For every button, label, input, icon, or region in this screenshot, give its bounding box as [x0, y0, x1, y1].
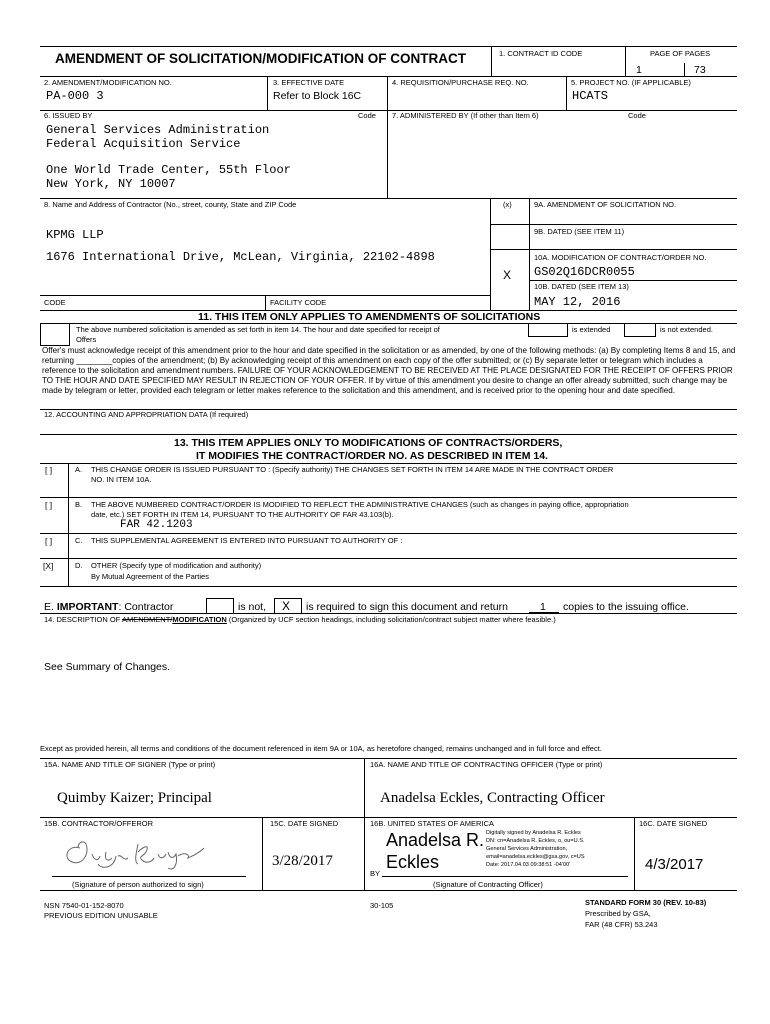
description-body: See Summary of Changes.: [44, 661, 171, 673]
field14-prefix: 14. DESCRIPTION OF: [44, 615, 122, 624]
important-x: X: [282, 599, 291, 613]
field8-label: 8. Name and Address of Contractor (No., street, county, State and ZIP Code: [44, 200, 297, 209]
digital-signature-line-3: General Services Administration,: [486, 846, 568, 852]
field14-strike: AMENDMENT/: [121, 615, 173, 624]
field15a-label: 15A. NAME AND TITLE OF SIGNER (Type or print): [44, 760, 216, 769]
issuer-line-5: New York, NY 10007: [46, 177, 176, 191]
row-d-letter: D.: [75, 561, 83, 570]
contractor-date-signed: 3/28/2017: [272, 853, 333, 869]
field6-code-label: Code: [358, 111, 376, 120]
field7-label: 7. ADMINISTERED BY (If other than Item 6): [392, 111, 539, 120]
page-total: 73: [694, 64, 706, 76]
field16a-label: 16A. NAME AND TITLE OF CONTRACTING OFFICER (Type or print): [370, 760, 603, 769]
important-label: IMPORTANT: [56, 601, 119, 613]
issuer-line-4: One World Trade Center, 55th Floor: [46, 163, 291, 177]
by-label: BY: [370, 869, 381, 878]
field12-label: 12. ACCOUNTING AND APPROPRIATION DATA (If required): [44, 410, 249, 419]
footer-center-code: 30-105: [370, 901, 394, 910]
not-extended-checkbox[interactable]: [624, 323, 656, 337]
field10a-mark: X: [503, 268, 512, 282]
section11-instructions: Offer's must acknowledge receipt of this amendment prior to the hour and date specified in the solicitation or as amended, by one of the following methods: (a) By completing Items 8 and 15, and returning ________copies of the amendment; (b) By acknowledging receipt of this amendment on each copy of the offer submitted; or (c) By separate letter or telegram which includes a reference to the solicitation and amendment numbers. FAILURE OF YOUR ACKNOWLEDGEMENT TO BE RECEIVED AT THE PLACE DESIGNATED FOR THE RECEIPT OF OFFERS PRIOR TO THE HOUR AND DATE SPECIFIED MAY RESULT IN REJECTION OF YOUR OFFER. If by virtue of this amendment you desire to change an offer already submitted, such change may be made by telegram or letter, provided each telegram or letter makes reference to the solicitation and this amendment, and is received prior to the opening hour and date specified.: [42, 346, 736, 396]
except-text: Except as provided herein, all terms and conditions of the document referenced in item 9A or 10A, as heretofore changed, remains unchanged and in full force and effect.: [40, 744, 602, 753]
important-line: [44, 601, 173, 613]
extended-label: is extended: [572, 325, 611, 334]
field10a-label: 10A. MODIFICATION OF CONTRACT/ORDER NO.: [534, 253, 707, 262]
field10b-label: 10B. DATED (SEE ITEM 13): [534, 282, 629, 291]
code-cell-label: CODE: [44, 298, 66, 307]
contract-order-number: GS02Q16DCR0055: [534, 265, 635, 279]
section11-title: 11. THIS ITEM ONLY APPLIES TO AMENDMENTS OF SOLICITATIONS: [198, 311, 541, 323]
digital-signature-name-2: Eckles: [386, 852, 440, 872]
important-isnot: is not,: [238, 601, 267, 613]
row-b-mark[interactable]: [ ]: [45, 500, 53, 510]
officer-date-signed: 4/3/2017: [645, 856, 704, 873]
contract-id-code-label: 1. CONTRACT ID CODE: [499, 49, 583, 58]
field15c-label: 15C. DATE SIGNED: [270, 819, 339, 828]
contract-order-date: MAY 12, 2016: [534, 295, 621, 309]
important-tail: copies to the issuing office.: [563, 601, 689, 613]
field9b-label: 9B. DATED (SEE ITEM 11): [534, 227, 625, 236]
section11-checkbox[interactable]: [40, 323, 70, 346]
footer-previous-edition: PREVIOUS EDITION UNUSABLE: [44, 911, 158, 920]
facility-code-label: FACILITY CODE: [270, 298, 327, 307]
field14-modification: MODIFICATION: [172, 615, 227, 624]
contracting-officer-name-title: Anadelsa Eckles, Contracting Officer: [380, 790, 605, 806]
field6-label: 6. ISSUED BY: [44, 111, 93, 120]
field4-label: 4. REQUISITION/PURCHASE REQ. NO.: [392, 78, 529, 87]
footer-standard-form: STANDARD FORM 30 (REV. 10-83): [585, 898, 707, 907]
footer-nsn: NSN 7540-01-152-8070: [44, 901, 124, 910]
issuer-line-1: General Services Administration: [46, 123, 270, 137]
important-required-text: is required to sign this document and return: [306, 601, 508, 613]
page-of-pages-label: PAGE OF PAGES: [650, 49, 711, 58]
row-b-letter: B.: [75, 500, 83, 509]
field5-label: 5. PROJECT NO. (IF APPLICABLE): [571, 78, 691, 87]
field14-label: [44, 615, 556, 624]
section11-line1: The above numbered solicitation is amended as set forth in item 14. The hour and date specified for receipt of: [76, 325, 440, 334]
issuer-line-2: Federal Acquisition Service: [46, 137, 241, 151]
row-c-text: THIS SUPPLEMENTAL AGREEMENT IS ENTERED INTO PURSUANT TO AUTHORITY OF :: [91, 536, 403, 545]
row-b-text: THE ABOVE NUMBERED CONTRACT/ORDER IS MODIFIED TO REFLECT THE ADMINISTRATIVE CHANGES (such as changes in paying office, appropriation: [91, 500, 629, 509]
digital-signature-line-2: DN: cn=Anadelsa R. Eckles, o, ou=U.S.: [486, 838, 585, 844]
row-c-mark[interactable]: [ ]: [45, 536, 53, 546]
field14-suffix: (Organized by UCF section headings, including solicitation/contract subject matter where feasible.): [226, 615, 556, 624]
field9a-label: 9A. AMENDMENT OF SOLICITATION NO.: [534, 200, 677, 209]
row-a-text: THIS CHANGE ORDER IS ISSUED PURSUANT TO : (Specify authority) THE CHANGES SET FORTH IN ITEM 14 ARE MADE IN THE CONTRACT ORDER: [91, 465, 614, 474]
contractor-signature-caption: (Signature of person authorized to sign): [72, 880, 204, 889]
row-a-letter: A.: [75, 465, 83, 474]
section11-line2: Offers: [76, 335, 97, 344]
x-column-label: (x): [503, 200, 512, 209]
field16c-label: 16C. DATE SIGNED: [639, 819, 708, 828]
field2-label: 2. AMENDMENT/MODIFICATION NO.: [44, 78, 172, 87]
project-number: HCATS: [572, 89, 609, 103]
section13-title-2: IT MODIFIES THE CONTRACT/ORDER NO. AS DESCRIBED IN ITEM 14.: [196, 450, 548, 462]
row-d-mark[interactable]: [X]: [43, 561, 54, 571]
field15b-label: 15B. CONTRACTOR/OFFEROR: [44, 819, 154, 828]
section13-title-1: 13. THIS ITEM APPLIES ONLY TO MODIFICATIONS OF CONTRACTS/ORDERS,: [174, 437, 563, 449]
important-is-not-box[interactable]: [206, 598, 234, 614]
signer-name-title: Quimby Kaizer; Principal: [57, 790, 212, 806]
contractor-signature: [58, 834, 208, 874]
digital-signature-line-5: Date: 2017.04.03 09:38:51 -04'00': [486, 862, 571, 868]
row-d-text-2: By Mutual Agreement of the Parties: [91, 572, 209, 581]
field7-code-label: Code: [628, 111, 646, 120]
row-c-letter: C.: [75, 536, 83, 545]
field3-label: 3. EFFECTIVE DATE: [273, 78, 345, 87]
row-b-text-2: date, etc.) SET FORTH IN ITEM 14, PURSUANT TO THE AUTHORITY OF FAR 43.103(b).: [91, 510, 394, 519]
digital-signature-line-1: Digitally signed by Anadelsa R. Eckles: [486, 830, 581, 836]
row-a-mark[interactable]: [ ]: [45, 465, 53, 475]
important-e: E.: [44, 601, 54, 613]
officer-signature-caption: (Signature of Contracting Officer): [433, 880, 543, 889]
digital-signature-name-1: Anadelsa R.: [386, 830, 485, 850]
form-title: AMENDMENT OF SOLICITATION/MODIFICATION OF CONTRACT: [55, 51, 466, 66]
important-contractor: : Contractor: [118, 601, 174, 613]
field16b-label: 16B. UNITED STATES OF AMERICA: [370, 819, 494, 828]
footer-far: FAR (48 CFR) 53.243: [585, 920, 658, 929]
contractor-name: KPMG LLP: [46, 228, 104, 242]
row-b-authority: FAR 42.1203: [120, 519, 193, 531]
effective-date: Refer to Block 16C: [273, 90, 362, 102]
row-d-text: OTHER (Specify type of modification and authority): [91, 561, 262, 570]
footer-prescribed: Prescribed by GSA,: [585, 909, 651, 918]
extended-checkbox[interactable]: [528, 323, 568, 337]
page-number: 1: [636, 64, 642, 76]
amendment-number: PA-000 3: [46, 89, 104, 103]
not-extended-label: is not extended.: [660, 325, 713, 334]
row-a-text-2: NO. IN ITEM 10A.: [91, 475, 152, 484]
digital-signature-line-4: email=anadelsa.eckles@gsa.gov, c=US: [486, 854, 585, 860]
contractor-address: 1676 International Drive, McLean, Virginia, 22102-4898: [46, 250, 435, 264]
important-copies: 1: [540, 601, 546, 613]
